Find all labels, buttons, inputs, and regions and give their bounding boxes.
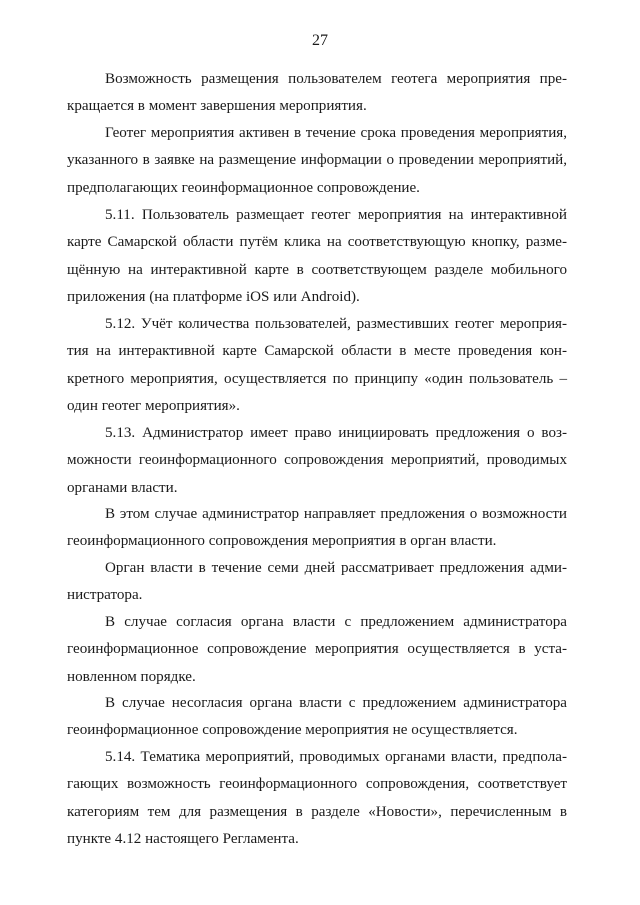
text-line: один геотег мероприятия».: [67, 397, 240, 414]
text-line: тия на интерактивной карте Самарской области в месте проведения кон-: [67, 343, 567, 360]
text-line: органами власти.: [67, 479, 178, 496]
text-line: В этом случае администратор направляет предложения о возможности: [105, 506, 567, 522]
text-line: предполагающих геоинформационное сопровождение.: [67, 179, 420, 196]
paragraph-5-13: [67, 420, 567, 502]
text-line: кращается в момент завершения мероприятия.: [67, 98, 367, 115]
text-line: 5.14. Тематика мероприятий, проводимых органами власти, предпола-: [105, 749, 567, 765]
text-line: Орган власти в течение семи дней рассматривает предложения адми-: [105, 560, 567, 576]
paragraph-geotag-active: [67, 120, 567, 202]
text-line: 5.11. Пользователь размещает геотег мероприятия на интерактивной: [105, 207, 567, 223]
page-number: 27: [312, 32, 328, 49]
text-line: 5.12. Учёт количества пользователей, разместивших геотег мероприя-: [105, 316, 567, 332]
text-line: 5.13. Администратор имеет право инициировать предложения о воз-: [105, 425, 567, 441]
text-line: новленном порядке.: [67, 668, 196, 685]
paragraph-5-12: [67, 311, 567, 420]
text-line: В случае согласия органа власти с предложением администратора: [105, 614, 567, 630]
paragraph-disagreement: [67, 690, 567, 745]
text-line: пункте 4.12 настоящего Регламента.: [67, 830, 299, 847]
paragraph-admin-proposals: [67, 501, 567, 556]
paragraph-5-11: [67, 202, 567, 311]
text-line: щённую на интерактивной карте в соответствующем разделе мобильного: [67, 261, 567, 278]
text-line: геоинформационного сопровождения мероприятия в орган власти.: [67, 533, 497, 550]
text-line: приложения (на платформе iOS или Android).: [67, 288, 360, 305]
paragraph-seven-days: [67, 555, 567, 610]
text-line: карте Самарской области путём клика на соответствующую кнопку, разме-: [67, 234, 567, 251]
text-line: указанного в заявке на размещение информации о проведении мероприятий,: [67, 152, 567, 169]
text-line: геоинформационное сопровождение мероприятия не осуществляется.: [67, 722, 518, 739]
text-line: можности геоинформационного сопровождения мероприятий, проводимых: [67, 452, 567, 469]
text-line: категориям тем для размещения в разделе «Новости», перечисленным в: [67, 803, 567, 820]
text-line: Возможность размещения пользователем геотега мероприятия пре-: [105, 71, 567, 87]
text-line: Геотег мероприятия активен в течение срока проведения мероприятия,: [105, 125, 567, 141]
text-line: кретного мероприятия, осуществляется по принципу «один пользователь –: [67, 370, 567, 387]
paragraph-consent: [67, 609, 567, 691]
text-line: нистратора.: [67, 587, 143, 604]
paragraph-geotag-end: [67, 66, 567, 121]
text-line: геоинформационное сопровождение мероприятия осуществляется в уста-: [67, 641, 567, 658]
text-line: гающих возможность геоинформационного сопровождения, соответствует: [67, 776, 567, 793]
text-line: В случае несогласия органа власти с предложением администратора: [105, 695, 567, 711]
paragraph-5-14: [67, 744, 567, 853]
